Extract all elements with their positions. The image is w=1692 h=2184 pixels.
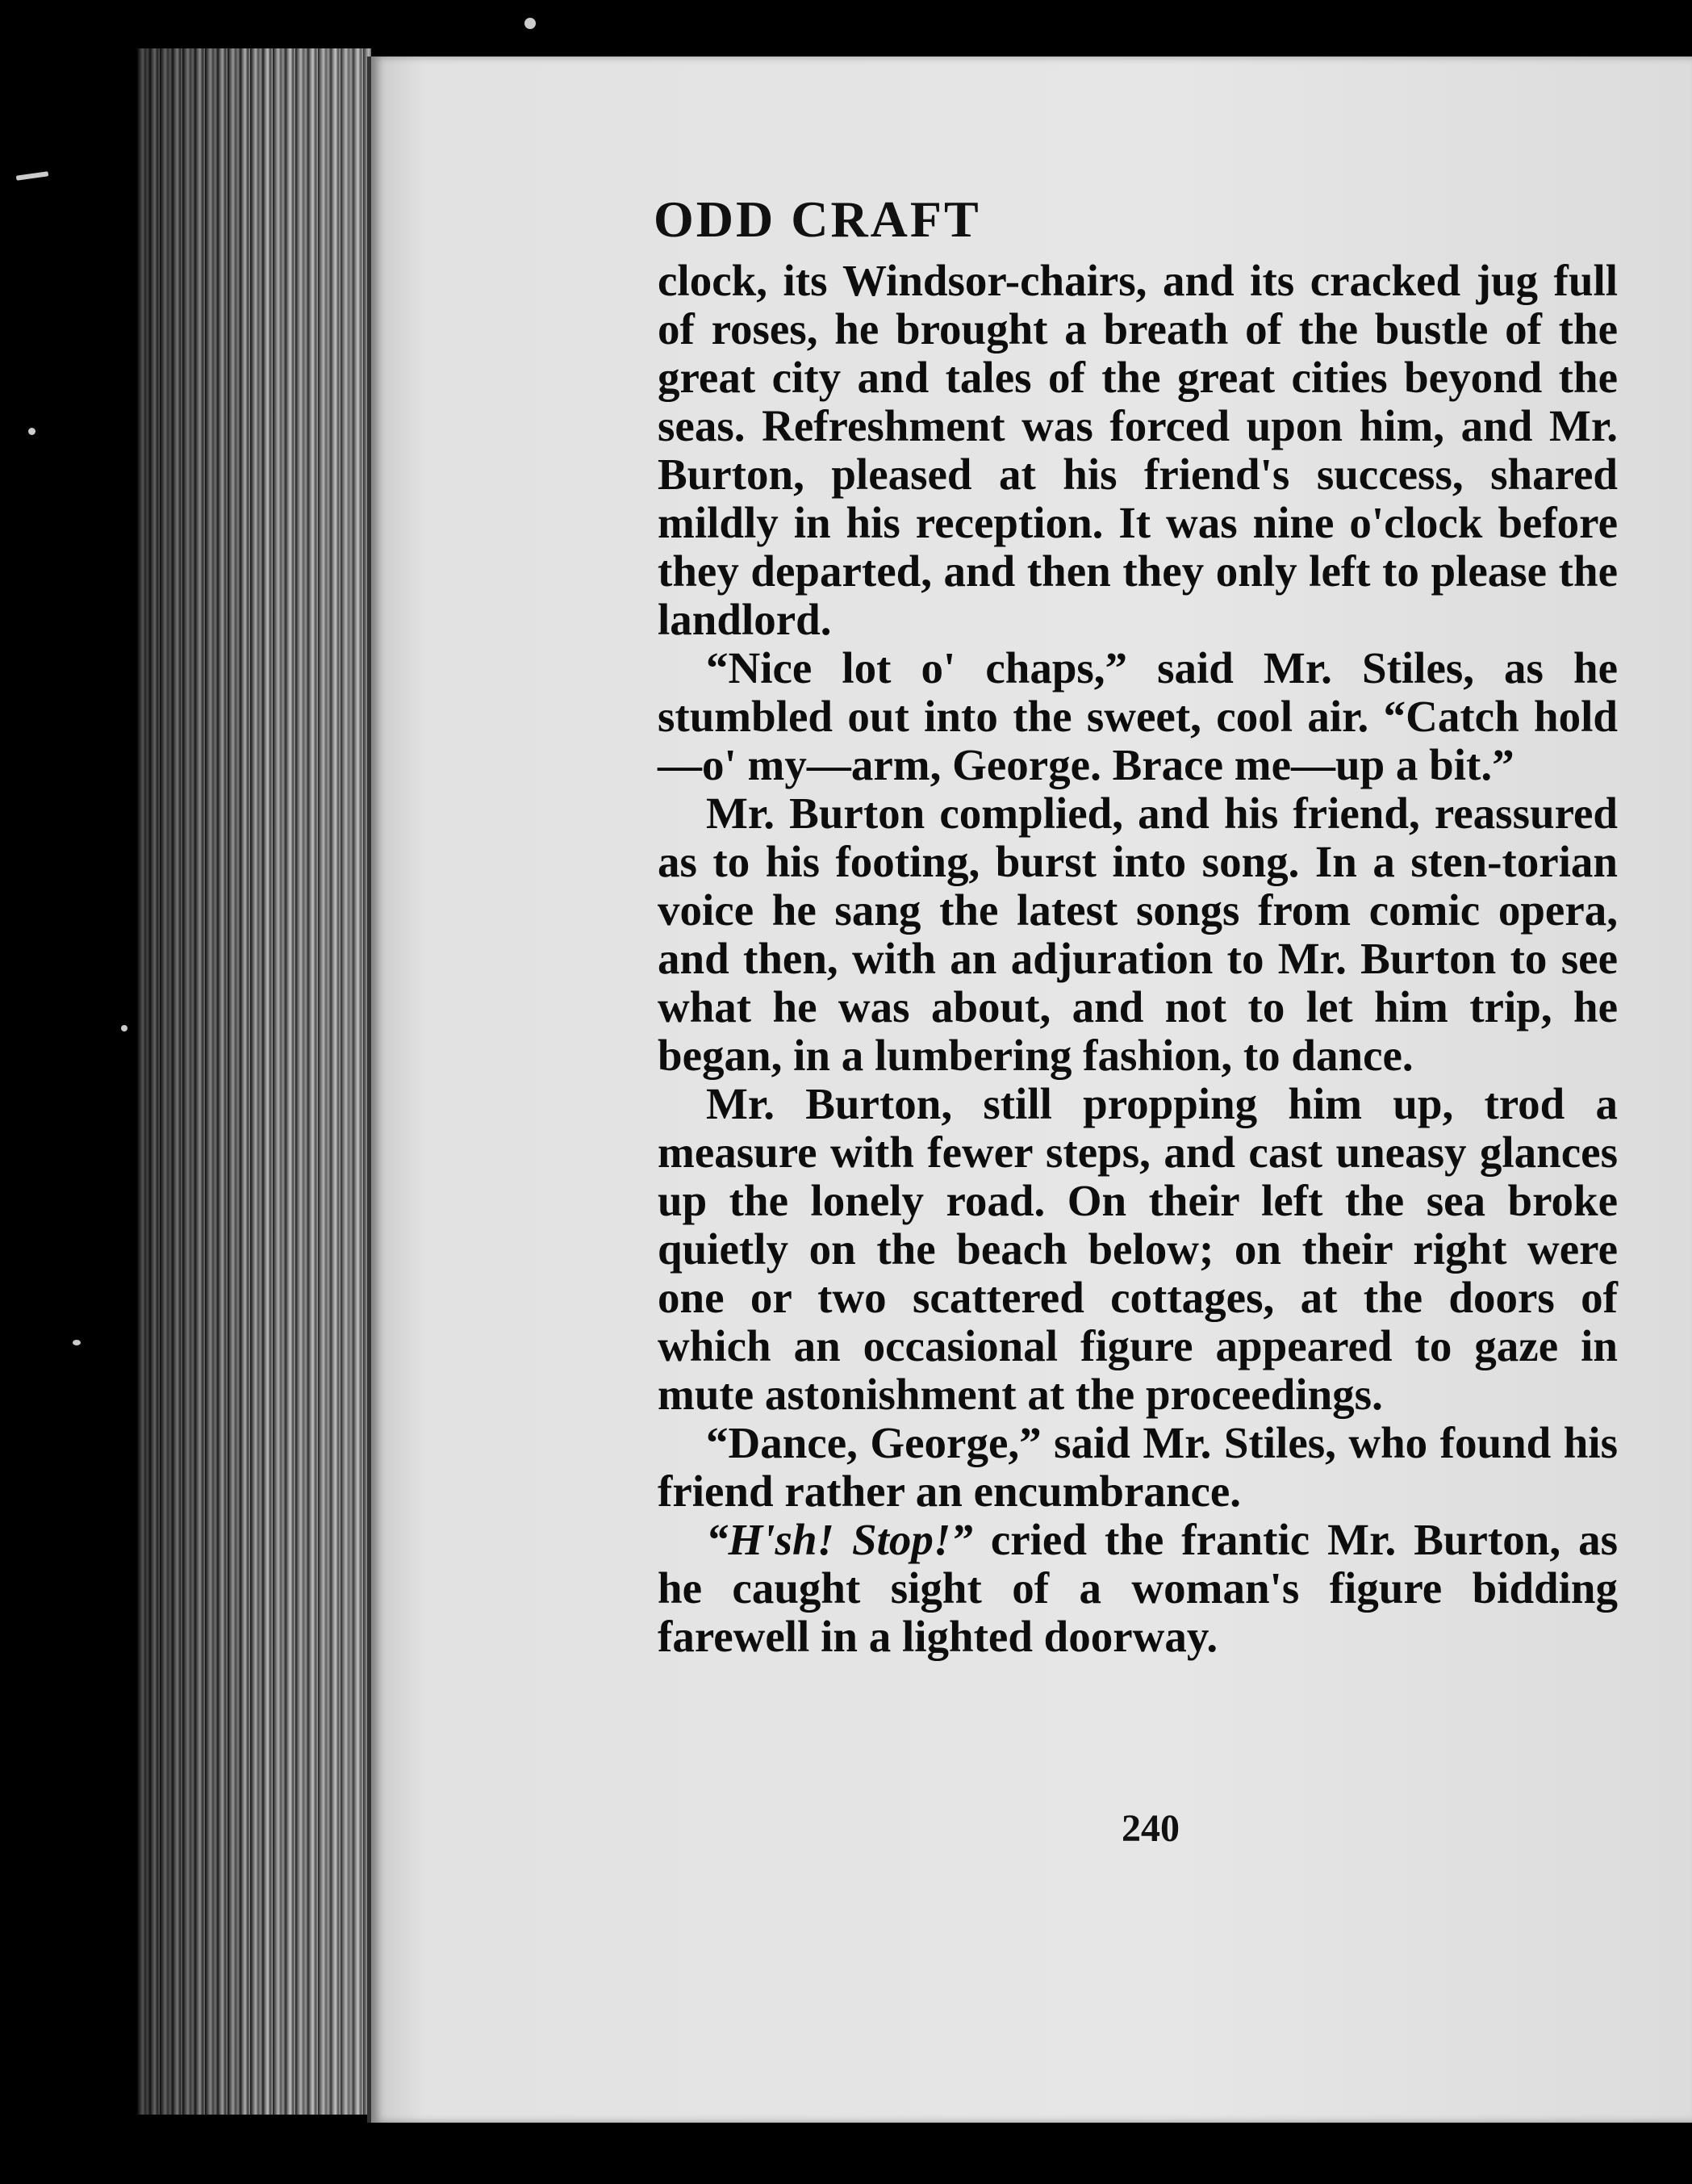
paragraph <box>658 1516 1618 1661</box>
paragraph: clock, its Windsor-chairs, and its cracked jug full of roses, he brought a breath of the bustle of the great city and tales of the great cities beyond the seas. Refreshment was forced upon him, and Mr. Burton, pleased at his friend's success, shared mildly in his reception. It was nine o'clock before they departed, and then they only left to please the landlord. <box>658 256 1618 644</box>
paragraph-text: cried the frantic Mr. Burton, as he caught sight of a woman's figure bidding farewell in a lighted doorway. <box>658 1515 1619 1661</box>
running-head: ODD CRAFT <box>654 190 981 248</box>
paragraph: “Dance, George,” said Mr. Stiles, who found his friend rather an encumbrance. <box>658 1418 1618 1516</box>
scan-speck <box>28 428 36 435</box>
page-number: 240 <box>1122 1807 1180 1850</box>
scan-speck <box>121 1025 127 1031</box>
scan-speck <box>16 171 48 181</box>
page-edges <box>137 48 371 2115</box>
paragraph: Mr. Burton complied, and his friend, reassured as to his footing, burst into song. In a sten-torian voice he sang the latest songs from comic opera, and then, with an adjuration to Mr. Burton to see what he was about, and not to let him trip, he began, in a lumbering fashion, to dance. <box>658 789 1618 1080</box>
paragraph: Mr. Burton, still propping him up, trod a measure with fewer steps, and cast uneasy glances up the lonely road. On their left the sea broke quietly on the beach below; on their right were one or two scattered cottages, at the doors of which an occasional figure appeared to gaze in mute astonishment at the proceedings. <box>658 1079 1618 1419</box>
body-text <box>658 257 1618 1661</box>
exclamation-italic: “H'sh! Stop!” <box>706 1515 973 1564</box>
scan-speck <box>524 18 536 29</box>
paragraph: “Nice lot o' chaps,” said Mr. Stiles, as he stumbled out into the sweet, cool air. “Catch hold—o' my—arm, George. Brace me—up a bit.” <box>658 643 1618 789</box>
scan-speck <box>73 1340 81 1345</box>
